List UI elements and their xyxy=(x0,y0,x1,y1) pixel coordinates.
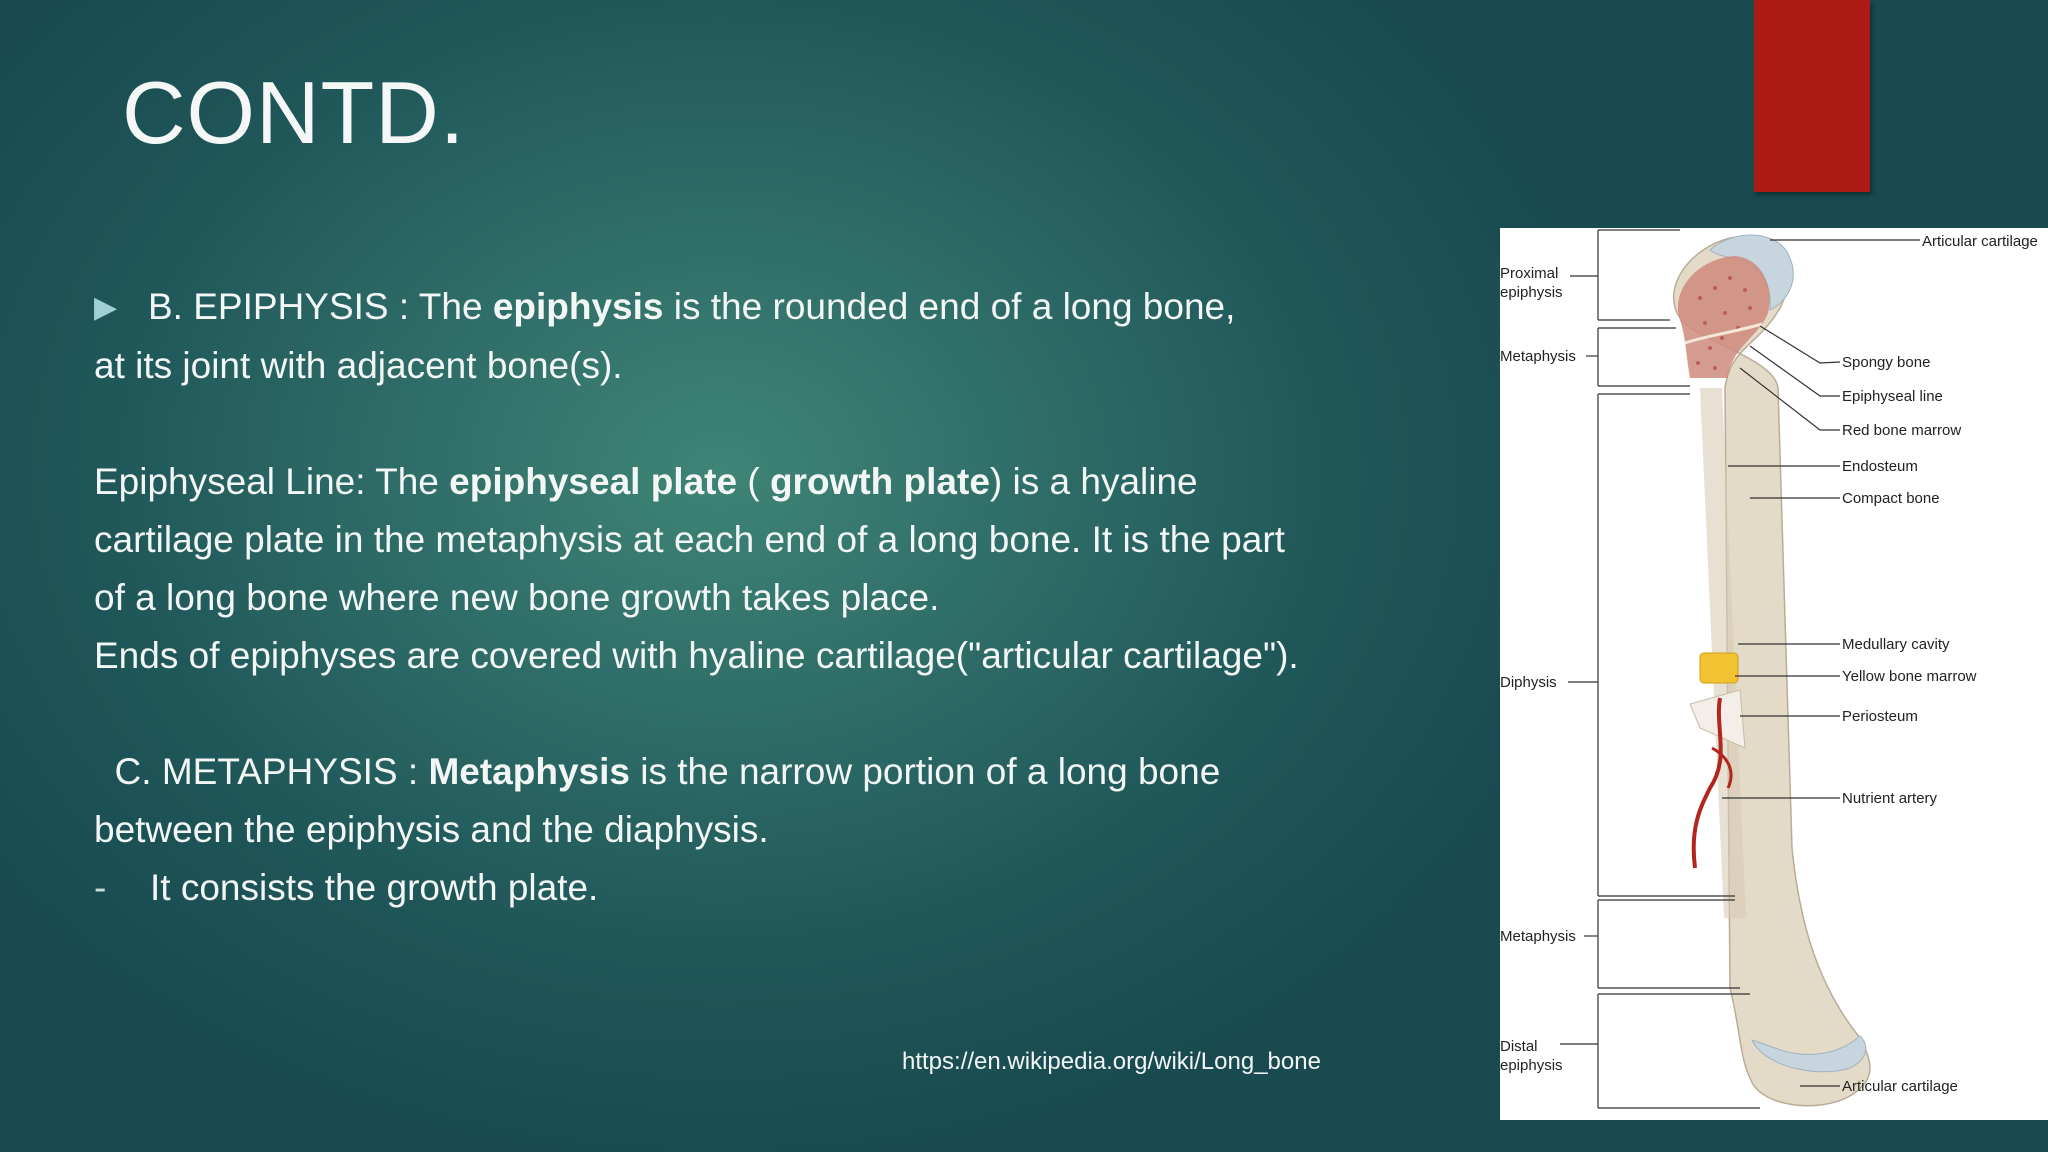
label-articular-bottom: Articular cartilage xyxy=(1842,1078,1958,1095)
label-articular-top: Articular cartilage xyxy=(1922,233,2038,250)
label-proximal-2: epiphysis xyxy=(1500,284,1563,301)
epiphyseal-plate-term: epiphyseal plate xyxy=(449,461,738,502)
metaphysis-paragraph xyxy=(94,743,1354,801)
label-endosteum: Endosteum xyxy=(1842,458,1918,475)
epiphysis-rest: is the rounded end of a long bone, xyxy=(663,286,1236,327)
label-metaphysis-bottom: Metaphysis xyxy=(1500,928,1576,945)
long-bone-illustration xyxy=(1500,228,2048,1120)
red-accent-tab xyxy=(1754,0,1870,192)
label-yellow-marrow: Yellow bone marrow xyxy=(1842,668,1977,685)
label-compact: Compact bone xyxy=(1842,490,1940,507)
epiphyseal-line-paren: ( xyxy=(737,461,770,502)
epiphyseal-line-line4: Ends of epiphyses are covered with hyaline cartilage("articular cartilage"). xyxy=(94,635,1299,676)
yellow-marrow xyxy=(1700,653,1738,683)
metaphysis-bullet-text: It consists the growth plate. xyxy=(150,867,599,908)
label-distal-1: Distal xyxy=(1500,1038,1538,1055)
label-diaphysis: Diphysis xyxy=(1500,674,1557,691)
source-link[interactable]: https://en.wikipedia.org/wiki/Long_bone xyxy=(902,1048,1321,1075)
epiphyseal-line-prefix: Epiphyseal Line: The xyxy=(94,461,450,502)
dash-bullet: - xyxy=(94,867,107,908)
epiphyseal-line-line2: cartilage plate in the metaphysis at each end of a long bone. It is the part xyxy=(94,519,1285,560)
metaphysis-rest: is the narrow portion of a long bone xyxy=(629,751,1221,792)
epiphysis-term: epiphysis xyxy=(492,286,664,327)
label-medullary: Medullary cavity xyxy=(1842,636,1950,653)
label-periosteum: Periosteum xyxy=(1842,708,1918,725)
epiphyseal-line-paragraph xyxy=(94,453,1354,511)
metaphysis-prefix: C. METAPHYSIS : xyxy=(94,751,429,792)
slide-title: CONTD. xyxy=(122,63,466,162)
label-epiphyseal-line: Epiphyseal line xyxy=(1842,388,1943,405)
growth-plate-term: growth plate xyxy=(769,461,990,502)
metaphysis-line2: between the epiphysis and the diaphysis. xyxy=(94,809,769,850)
label-proximal-1: Proximal xyxy=(1500,265,1559,282)
metaphysis-term: Metaphysis xyxy=(428,751,630,792)
label-red-marrow: Red bone marrow xyxy=(1842,422,1962,439)
epiphysis-line2: at its joint with adjacent bone(s). xyxy=(94,345,623,386)
epiphysis-prefix: B. EPIPHYSIS : The xyxy=(148,286,493,327)
long-bone-diagram xyxy=(1500,228,2048,1120)
epiphysis-paragraph xyxy=(94,278,1354,337)
label-nutrient: Nutrient artery xyxy=(1842,790,1938,807)
metaphysis-bullet-item xyxy=(94,859,1354,917)
slide-body xyxy=(94,278,1354,917)
epiphyseal-line-rest: ) is a hyaline xyxy=(989,461,1198,502)
label-distal-2: epiphysis xyxy=(1500,1057,1563,1074)
epiphyseal-line-line3: of a long bone where new bone growth takes place. xyxy=(94,577,940,618)
label-spongy: Spongy bone xyxy=(1842,354,1931,371)
triangle-right-icon: ▶ xyxy=(94,291,118,324)
label-metaphysis-top: Metaphysis xyxy=(1500,348,1576,365)
